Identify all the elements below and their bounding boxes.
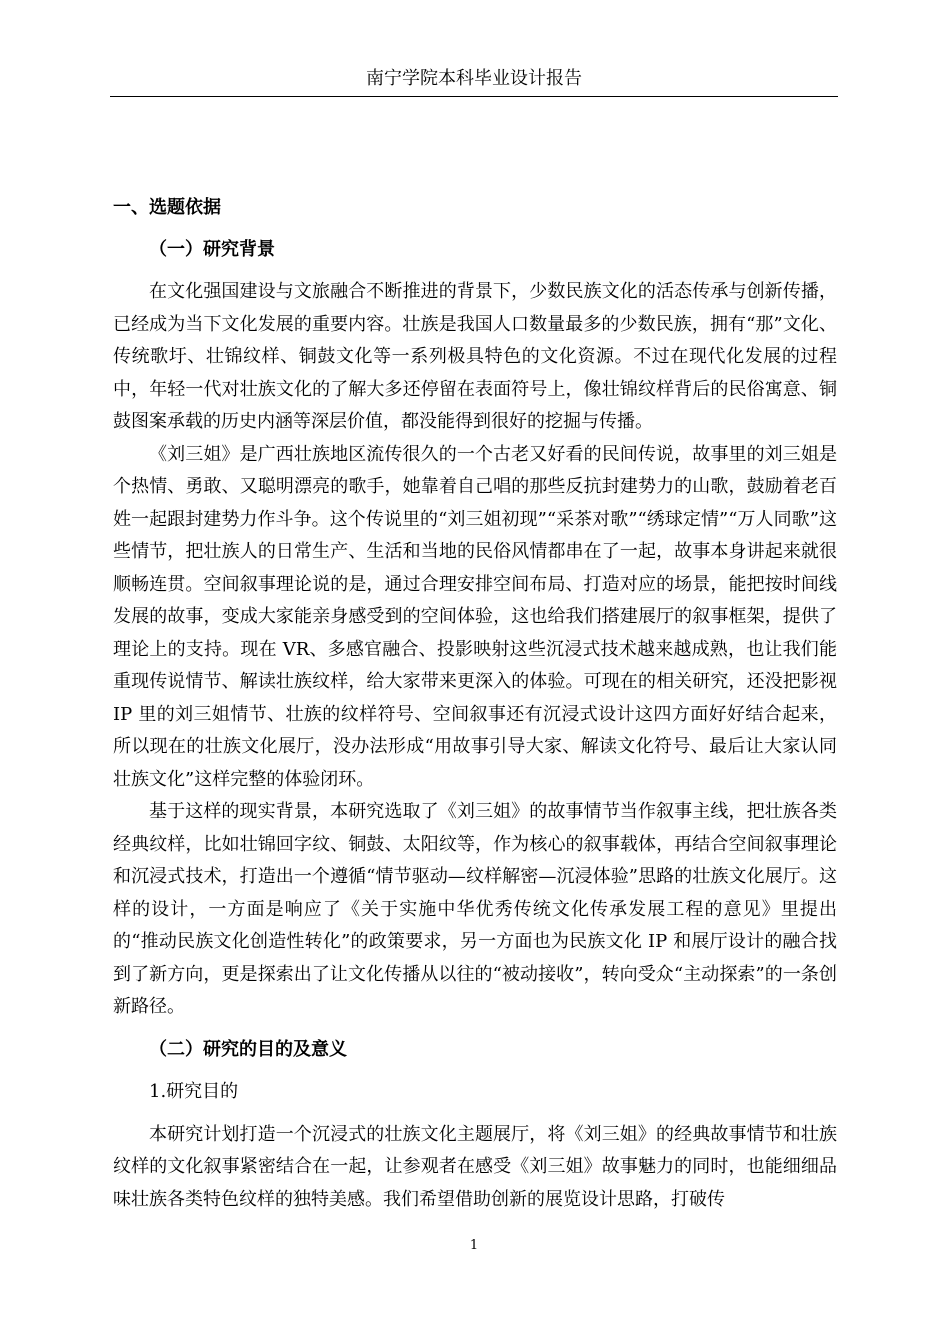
item-heading-research-purpose: 1.研究目的 (149, 1081, 239, 1102)
paragraph-background-1: 在文化强国建设与文旅融合不断推进的背景下，少数民族文化的活态传承与创新传播，已经成为当下文化发展的重要内容。壮族是我国人口数量最多的少数民族，拥有“那”文化、传统歌圩、壮锦纹样、铜鼓文化等一系列极具特色的文化资源。不过在现代化发展的过程中，年轻一代对壮族文化的了解大多还停留在表面符号上，像壮锦纹样背后的民俗寓意、铜鼓图案承载的历史内涵等深层价值，都没能得到很好的挖掘与传播。 (113, 281, 837, 432)
page-number: 1 (469, 1238, 479, 1253)
paragraph-background-2: 《刘三姐》是广西壮族地区流传很久的一个古老又好看的民间传说，故事里的刘三姐是个热情、勇敢、又聪明漂亮的歌手，她靠着自己唱的那些反抗封建势力的山歌，鼓励着老百姓一起跟封建势力作斗争。这个传说里的“刘三姐初现”“采茶对歌”“绣球定情”“万人同歌”这些情节，把壮族人的日常生产、生活和当地的民俗风情都串在了一起，故事本身讲起来就很顺畅连贯。空间叙事理论说的是，通过合理安排空间布局、打造对应的场景，能把按时间线发展的故事，变成大家能亲身感受到的空间体验，这也给我们搭建展厅的叙事框架，提供了理论上的支持。现在 VR、多感官融合、投影映射这些沉浸式技术越来越成熟，也让我们能重现传说情节、解读壮族纹样，给大家带来更深入的体验。可现在的相关研究，还没把影视 IP 里的刘三姐情节、壮族的纹样符号、空间叙事还有沉浸式设计这四方面好好结合起来，所以现在的壮族文化展厅，没办法形成“用故事引导大家、解读文化符号、最后让大家认同壮族文化”这样完整的体验闭环。 (113, 443, 837, 790)
subsection-heading-purpose-significance: （二）研究的目的及意义 (149, 1038, 347, 1060)
document-body (113, 192, 837, 1216)
section-heading-topic-basis: 一、选题依据 (113, 197, 221, 218)
header-divider (110, 96, 838, 97)
paragraph-background-3: 基于这样的现实背景，本研究选取了《刘三姐》的故事情节当作叙事主线，把壮族各类经典纹样，比如壮锦回字纹、铜鼓、太阳纹等，作为核心的叙事载体，再结合空间叙事理论和沉浸式技术，打造出一个遵循“情节驱动—纹样解密—沉浸体验”思路的壮族文化展厅。这样的设计，一方面是响应了《关于实施中华优秀传统文化传承发展工程的意见》里提出的“推动民族文化创造性转化”的政策要求，另一方面也为民族文化 IP 和展厅设计的融合找到了新方向，更是探索出了让文化传播从以往的“被动接收”，转向受众“主动探索”的一条创新路径。 (113, 801, 837, 1017)
page-header: 南宁学院本科毕业设计报告 (366, 68, 582, 89)
subsection-heading-research-background: （一）研究背景 (149, 238, 275, 260)
paragraph-purpose-1: 本研究计划打造一个沉浸式的壮族文化主题展厅，将《刘三姐》的经典故事情节和壮族纹样的文化叙事紧密结合在一起，让参观者在感受《刘三姐》故事魅力的同时，也能细细品味壮族各类特色纹样的独特美感。我们希望借助创新的展览设计思路，打破传 (113, 1123, 837, 1210)
